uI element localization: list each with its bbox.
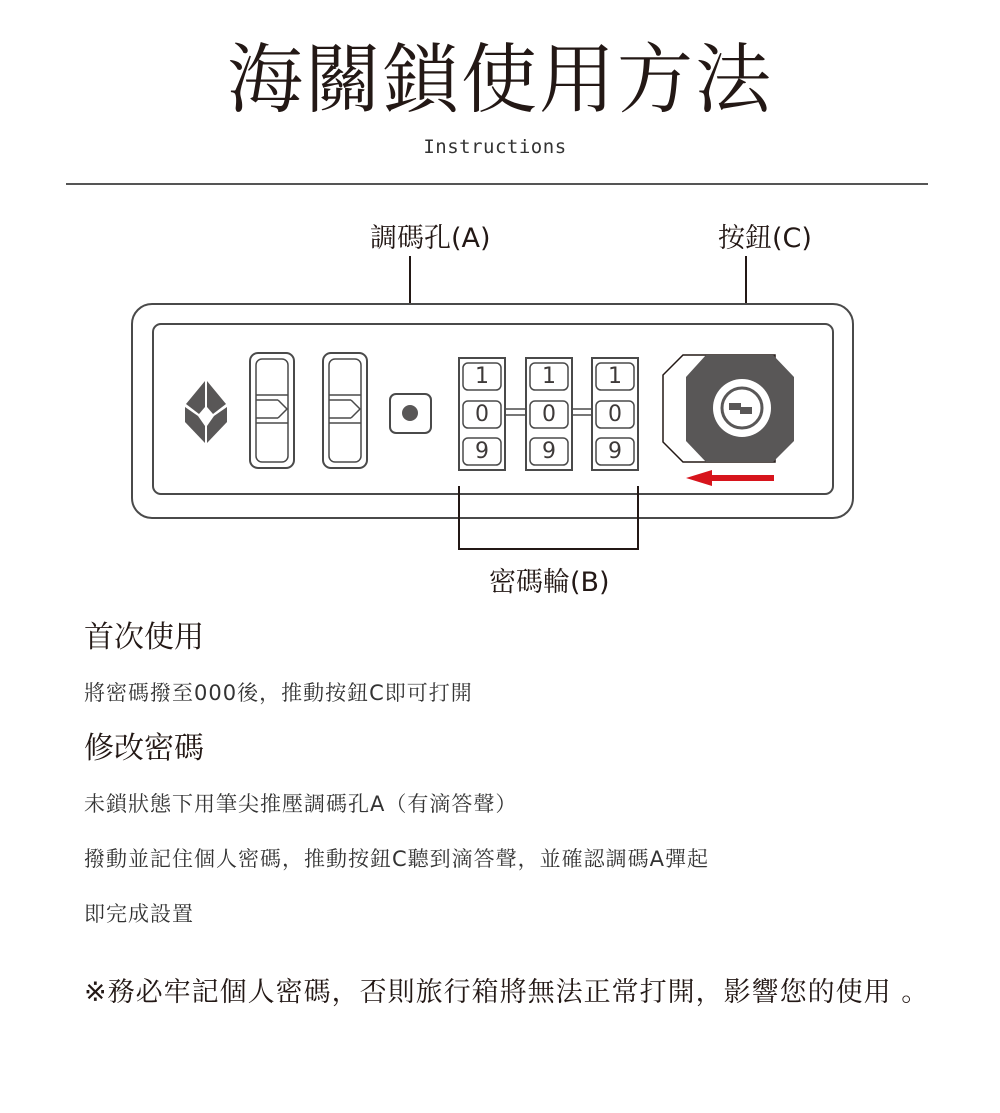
change-password-step-1: 未鎖狀態下用筆尖推壓調碼孔A（有滴答聲） [84, 792, 518, 816]
page-subtitle: Instructions [423, 136, 567, 158]
reset-hole-icon [390, 394, 431, 433]
warning-note: ※務必牢記個人密碼，否則旅行箱將無法正常打開，影響您的使用 。 [84, 977, 930, 1008]
dial-2-bottom[interactable]: 9 [542, 439, 556, 464]
dial-3-middle[interactable]: 0 [608, 402, 622, 427]
dials-label: 密碼輪(B) [489, 567, 610, 598]
slider-right-icon [323, 353, 367, 468]
button-label: 按鈕(C) [718, 223, 812, 254]
change-password-step-3: 即完成設置 [84, 902, 194, 926]
section-title-change-password: 修改密碼 [84, 731, 204, 766]
dial-3-bottom[interactable]: 9 [608, 439, 622, 464]
dial-1-bottom[interactable]: 9 [475, 439, 489, 464]
dial-2-top[interactable]: 1 [542, 364, 556, 389]
dial-3-top[interactable]: 1 [608, 364, 622, 389]
slider-left-icon [250, 353, 294, 468]
page-title: 海關鎖使用方法 [227, 35, 773, 124]
dial-2-middle[interactable]: 0 [542, 402, 556, 427]
section-title-first-use: 首次使用 [84, 620, 204, 655]
dial-1-top[interactable]: 1 [475, 364, 489, 389]
push-button-icon [663, 355, 794, 462]
change-password-step-2: 撥動並記住個人密碼，推動按鈕C聽到滴答聲，並確認調碼A彈起 [84, 847, 710, 871]
first-use-step: 將密碼撥至000後，推動按鈕C即可打開 [84, 681, 473, 705]
reset-hole-label: 調碼孔(A) [370, 223, 491, 254]
dial-1-middle[interactable]: 0 [475, 402, 489, 427]
